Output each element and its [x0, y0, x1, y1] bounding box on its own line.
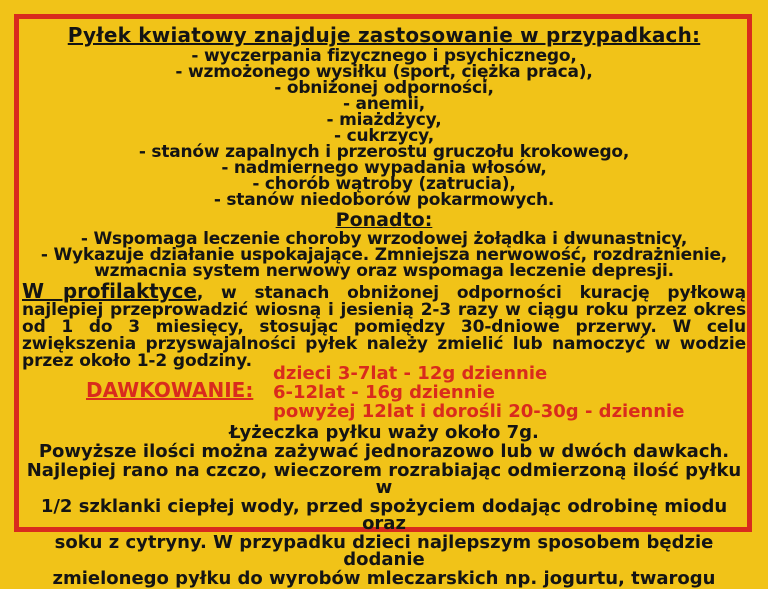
note-line: soku z cytryny. W przypadku dzieci najlepszym sposobem będzie dodanie	[54, 532, 714, 570]
note-line: Łyżeczka pyłku waży około 7g.	[229, 422, 539, 443]
ponadto-list	[20, 231, 748, 279]
list-item: - Wykazuje działanie uspokajające. Zmniejsza nerwowość, rozdrażnienie,	[40, 245, 728, 265]
prophylaxis-paragraph	[22, 279, 746, 371]
list-item: - Wspomaga leczenie choroby wrzodowej żołądka i dwunastnicy,	[80, 229, 688, 249]
note-line: zmielonego pyłku do wyrobów mleczarskich np. jogurtu, twarogu	[52, 568, 716, 589]
note-line: Najlepiej rano na czczo, wieczorem rozrabiając odmierzoną ilość pyłku w	[26, 460, 742, 498]
dosage-label: DAWKOWANIE:	[86, 378, 254, 402]
list-item: - cukrzycy,	[334, 126, 434, 146]
dosage-item: powyżej 12lat i dorośli 20-30g - dziennie	[273, 401, 685, 422]
list-item: - stanów zapalnych i przerostu gruczołu krokowego,	[138, 142, 630, 162]
list-item: - chorób wątroby (zatrucia),	[252, 174, 516, 194]
list-item: - miażdżycy,	[326, 110, 442, 130]
list-item: - stanów niedoborów pokarmowych.	[213, 190, 555, 210]
note-line: 1/2 szklanki ciepłej wody, przed spożyciem dodając odrobinę miodu oraz	[40, 496, 728, 534]
list-item: wzmacnia system nerwowy oraz wspomaga leczenie depresji.	[94, 261, 674, 281]
prophylaxis-heading: W profilaktyce	[22, 279, 197, 303]
page-title: Pyłek kwiatowy znajduje zastosowanie w przypadkach:	[67, 23, 701, 47]
dosage-item: 6-12lat - 16g dziennie	[273, 382, 495, 403]
note-line: Powyższe ilości można zażywać jednorazowo lub w dwóch dawkach.	[38, 441, 730, 462]
list-item: - anemii,	[342, 94, 426, 114]
dosage-section	[20, 364, 748, 422]
ponadto-heading: Ponadto:	[335, 209, 433, 231]
dosage-item: dzieci 3-7lat - 12g dziennie	[273, 363, 548, 384]
list-item: - obniżonej odporności,	[274, 78, 494, 98]
dosage-list	[273, 364, 684, 421]
prophylaxis-text: , w stanach obniżonej odporności kurację pyłkową najlepiej przeprowadzić wiosną i jesienią 2-3 razy w ciągu roku przez okres od 1 do 3 miesięcy, stosując pomiędzy 30-dniowe przerwy. W celu zwiększenia przyswajalności pyłek należy zmielić lub namoczyć w wodzie przez około 1-2 godziny.	[22, 283, 746, 371]
list-item: - wyczerpania fizycznego i psychicznego,	[191, 46, 577, 66]
leaflet-content	[20, 20, 748, 589]
list-item: - wzmożonego wysiłku (sport, ciężka praca),	[175, 62, 593, 82]
cases-list	[20, 48, 748, 208]
notes-block	[20, 424, 748, 587]
list-item: - nadmiernego wypadania włosów,	[221, 158, 547, 178]
